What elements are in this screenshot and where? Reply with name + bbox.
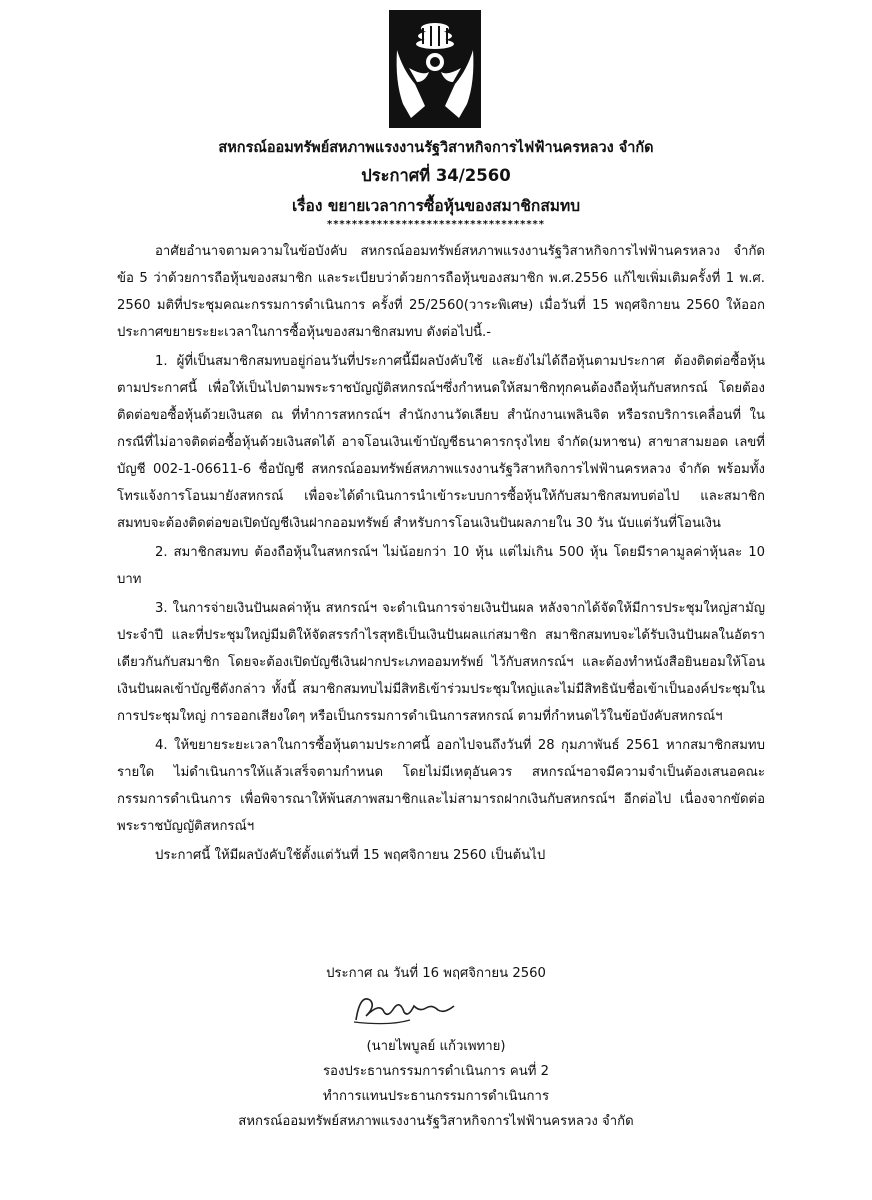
effective-date: ประกาศนี้ ให้มีผลบังคับใช้ตั้งแต่วันที่ 15 พฤศจิกายน 2560 เป็นต้นไป: [155, 848, 546, 863]
signatory-name: (นายไพบูลย์ แก้วเพทาย): [366, 1039, 506, 1054]
intro-paragraph: อาศัยอำนาจตามความในข้อบังคับ สหกรณ์ออมทรัพย์สหภาพแรงงานรัฐวิสาหกิจการไฟฟ้านครหลวง จำกัด ข้อ 5 ว่าด้วยการถือหุ้นของสมาชิก และระเบียบว่าด้วยการถือหุ้นของสมาชิก พ.ศ.2556 แก้ไขเพิ่มเติมครั้งที่ 1 พ.ศ. 2560 มติที่ประชุมคณะกรรมการดำเนินการ ครั้งที่ 25/2560(วาระพิเศษ) เมื่อวันที่ 15 พฤศจิกายน 2560 ให้ออกประกาศขยายระยะเวลาในการซื้อหุ้นของสมาชิกสมทบ ดังต่อไปนี้.-: [117, 244, 765, 340]
announcement-subject: เรื่อง ขยายเวลาการซื้อหุ้นของสมาชิกสมทบ: [291, 197, 581, 215]
clause-3: 3. ในการจ่ายเงินปันผลค่าหุ้น สหกรณ์ฯ จะดำเนินการจ่ายเงินปันผล หลังจากได้จัดให้มีการประชุมใหญ่สามัญประจำปี และที่ประชุมใหญ่มีมติให้จัดสรรกำไรสุทธิเป็นเงินปันผลแก่สมาชิก สมาชิกสมทบจะได้รับเงินปันผลในอัตราเดียวกันกับสมาชิก โดยจะต้องเปิดบัญชีเงินฝากประเภทออมทรัพย์ ไว้กับสหกรณ์ฯ และต้องทำหนังสือยินยอมให้โอนเงินปันผลเข้าบัญชีดังกล่าว ทั้งนี้ สมาชิกสมทบไม่มีสิทธิเข้าร่วมประชุมใหญ่และไม่มีสิทธินับชื่อเข้าเป็นองค์ประชุมในการประชุมใหญ่ การออกเสียงใดๆ หรือเป็นกรรมการดำเนินการสหกรณ์ ตามที่กำหนดไว้ในข้อบังคับสหกรณ์ฯ: [117, 601, 765, 724]
organization-name: สหกรณ์ออมทรัพย์สหภาพแรงงานรัฐวิสาหกิจการไฟฟ้านครหลวง จำกัด: [218, 140, 654, 156]
signing-date: ประกาศ ณ วันที่ 16 พฤศจิกายน 2560: [326, 966, 546, 981]
signatory-organization: สหกรณ์ออมทรัพย์สหภาพแรงงานรัฐวิสาหกิจการไฟฟ้านครหลวง จำกัด: [238, 1114, 634, 1129]
signatory-position-2: ทำการแทนประธานกรรมการดำเนินการ: [322, 1089, 550, 1104]
announcement-number: ประกาศที่ 34/2560: [361, 166, 511, 185]
signature-image: [350, 990, 462, 1030]
clause-1: 1. ผู้ที่เป็นสมาชิกสมทบอยู่ก่อนวันที่ประกาศนี้มีผลบังคับใช้ และยังไม่ได้ถือหุ้นตามประกาศ ต้องติดต่อซื้อหุ้นตามประกาศนี้ เพื่อให้เป็นไปตามพระราชบัญญัติสหกรณ์ฯซึ่งกำหนดให้สมาชิกทุกคนต้องถือหุ้นกับสหกรณ์ โดยต้องติดต่อขอซื้อหุ้นด้วยเงินสด ณ ที่ทำการสหกรณ์ฯ สำนักงานวัดเลียบ สำนักงานเพลินจิต หรือรถบริการเคลื่อนที่ ในกรณีที่ไม่อาจติดต่อซื้อหุ้นด้วยเงินสดได้ อาจโอนเงินเข้าบัญชีธนาคารกรุงไทย จำกัด(มหาชน) สาขาสามยอด เลขที่บัญชี 002-1-06611-6 ชื่อบัญชี สหกรณ์ออมทรัพย์สหภาพแรงงานรัฐวิสาหกิจการไฟฟ้านครหลวง จำกัด พร้อมทั้งโทรแจ้งการโอนมายังสหกรณ์ เพื่อจะได้ดำเนินการนำเข้าระบบการซื้อหุ้นให้กับสมาชิกสมทบต่อไป และสมาชิกสมทบจะต้องติดต่อขอเปิดบัญชีเงินฝากออมทรัพย์ สำหรับการโอนเงินปันผลภายใน 30 วัน นับแต่วันที่โอนเงิน: [117, 354, 765, 531]
clause-2: 2. สมาชิกสมทบ ต้องถือหุ้นในสหกรณ์ฯ ไม่น้อยกว่า 10 หุ้น แต่ไม่เกิน 500 หุ้น โดยมีราคามูลค่าหุ้นละ 10 บาท: [117, 545, 765, 587]
announcement-body: [117, 238, 765, 869]
cooperative-logo: [389, 10, 481, 128]
divider: ***********************************: [326, 219, 546, 230]
signatory-position-1: รองประธานกรรมการดำเนินการ คนที่ 2: [322, 1064, 550, 1079]
clause-4: 4. ให้ขยายระยะเวลาในการซื้อหุ้นตามประกาศนี้ ออกไปจนถึงวันที่ 28 กุมภาพันธ์ 2561 หากสมาชิกสมทบรายใด ไม่ดำเนินการให้แล้วเสร็จตามกำหนด โดยไม่มีเหตุอันควร สหกรณ์ฯอาจมีความจำเป็นต้องเสนอคณะกรรมการดำเนินการ เพื่อพิจารณาให้พ้นสภาพสมาชิกและไม่สามารถฝากเงินกับสหกรณ์ฯ อีกต่อไป เนื่องจากขัดต่อพระราชบัญญัติสหกรณ์ฯ: [117, 738, 765, 834]
